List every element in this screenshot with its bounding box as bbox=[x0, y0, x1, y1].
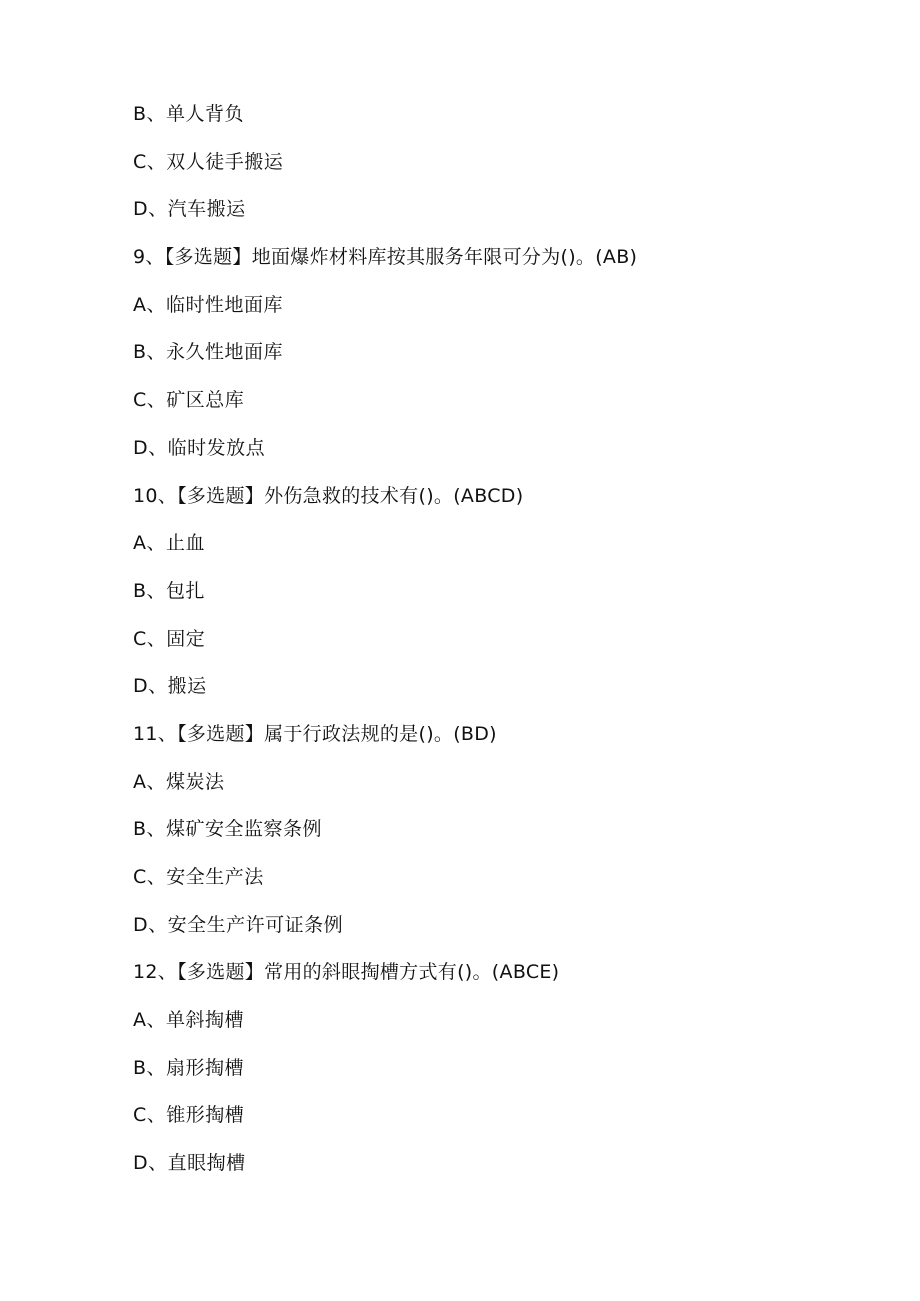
question-line: 12、【多选题】常用的斜眼掏槽方式有()。(ABCE) bbox=[133, 961, 560, 984]
question-line: 11、【多选题】属于行政法规的是()。(BD) bbox=[133, 722, 497, 745]
option-line: B、扇形掏槽 bbox=[133, 1056, 245, 1079]
option-line: B、煤矿安全监察条例 bbox=[133, 818, 323, 841]
option-line: D、安全生产许可证条例 bbox=[133, 913, 344, 936]
option-line: A、止血 bbox=[133, 532, 205, 555]
option-line: D、直眼掏槽 bbox=[133, 1152, 246, 1175]
option-line: D、搬运 bbox=[133, 675, 207, 698]
question-line: 9、【多选题】地面爆炸材料库按其服务年限可分为()。(AB) bbox=[133, 246, 638, 269]
option-line: A、煤炭法 bbox=[133, 770, 225, 793]
option-line: C、矿区总库 bbox=[133, 389, 245, 412]
option-line: B、永久性地面库 bbox=[133, 341, 284, 364]
option-line: C、安全生产法 bbox=[133, 866, 264, 888]
option-line: A、单斜掏槽 bbox=[133, 1009, 244, 1032]
option-line: C、固定 bbox=[133, 627, 206, 650]
option-line: C、双人徒手搬运 bbox=[133, 150, 284, 173]
question-line: 10、【多选题】外伤急救的技术有()。(ABCD) bbox=[133, 484, 524, 507]
question-list bbox=[133, 97, 637, 1194]
option-line: B、单人背负 bbox=[133, 103, 245, 125]
option-line: D、临时发放点 bbox=[133, 436, 266, 459]
option-line: B、包扎 bbox=[133, 579, 206, 602]
option-line: D、汽车搬运 bbox=[133, 198, 246, 221]
option-line: C、锥形掏槽 bbox=[133, 1104, 245, 1127]
option-line: A、临时性地面库 bbox=[133, 293, 283, 316]
